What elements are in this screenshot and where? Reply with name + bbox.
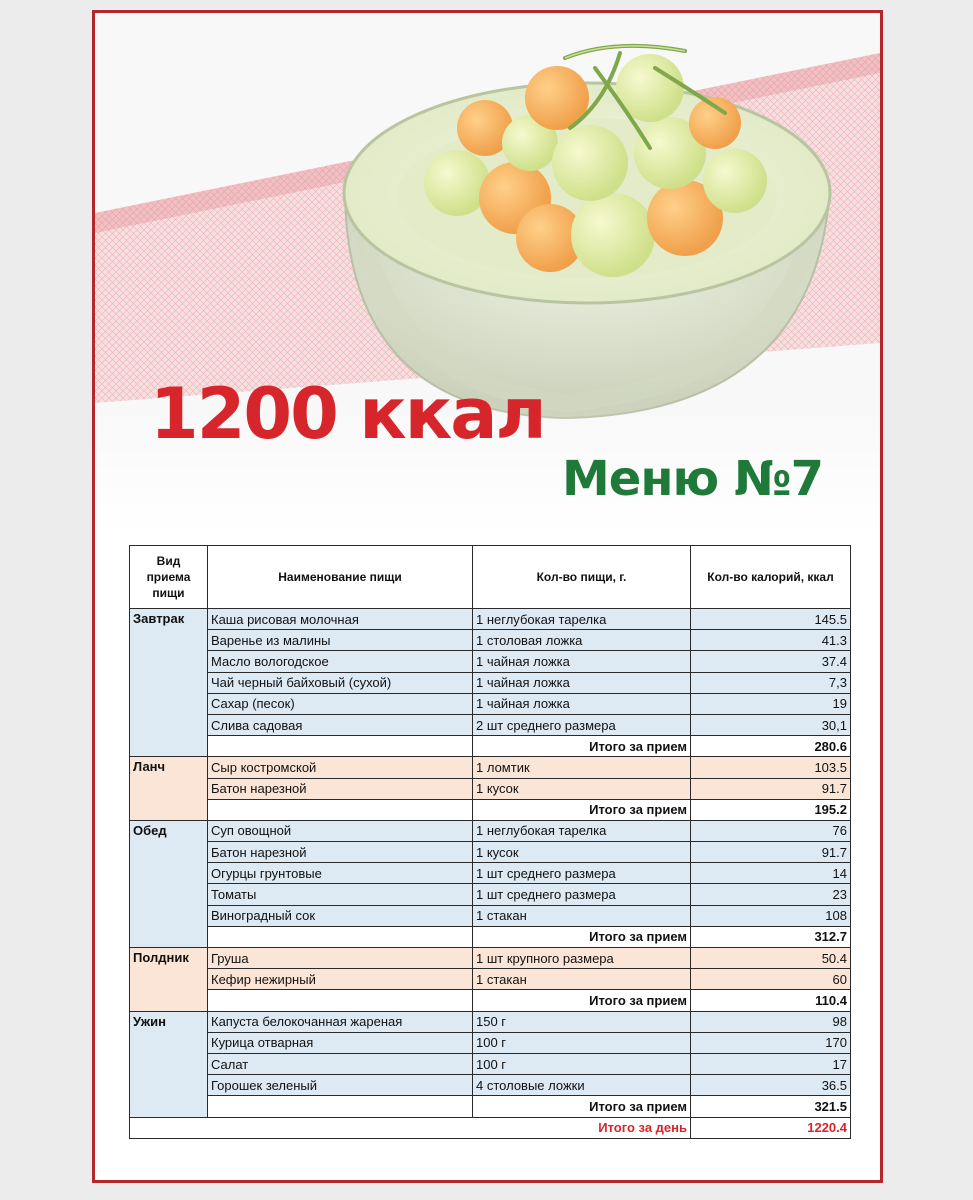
meal-type-cell: Ужин bbox=[130, 1011, 208, 1117]
calories-cell: 91.7 bbox=[691, 842, 851, 863]
meal-total-row bbox=[130, 1096, 851, 1117]
meal-total-row bbox=[130, 799, 851, 820]
food-amount-cell: 1 шт среднего размера bbox=[473, 884, 691, 905]
food-name-cell: Томаты bbox=[208, 884, 473, 905]
food-name-cell: Слива садовая bbox=[208, 714, 473, 735]
table-row bbox=[130, 714, 851, 735]
day-total-value: 1220.4 bbox=[691, 1117, 851, 1138]
food-name-cell: Капуста белокочанная жареная bbox=[208, 1011, 473, 1032]
meal-total-value: 195.2 bbox=[691, 799, 851, 820]
table-row bbox=[130, 1032, 851, 1053]
food-name-cell: Кефир нежирный bbox=[208, 969, 473, 990]
header-food-name: Наименование пищи bbox=[208, 546, 473, 609]
food-amount-cell: 1 стакан bbox=[473, 969, 691, 990]
calories-cell: 108 bbox=[691, 905, 851, 926]
meal-type-cell: Ланч bbox=[130, 757, 208, 821]
food-amount-cell: 1 столовая ложка bbox=[473, 630, 691, 651]
calories-cell: 14 bbox=[691, 863, 851, 884]
calories-cell: 17 bbox=[691, 1053, 851, 1074]
food-name-cell: Сыр костромской bbox=[208, 757, 473, 778]
calories-cell: 7,3 bbox=[691, 672, 851, 693]
empty-cell bbox=[208, 926, 473, 947]
food-name-cell: Салат bbox=[208, 1053, 473, 1074]
meal-type-cell: Обед bbox=[130, 820, 208, 947]
table-row bbox=[130, 820, 851, 841]
calories-cell: 91.7 bbox=[691, 778, 851, 799]
food-amount-cell: 2 шт среднего размера bbox=[473, 714, 691, 735]
meal-total-label: Итого за прием bbox=[473, 1096, 691, 1117]
calories-cell: 98 bbox=[691, 1011, 851, 1032]
meal-total-row bbox=[130, 990, 851, 1011]
header-food-amount: Кол-во пищи, г. bbox=[473, 546, 691, 609]
calories-cell: 50.4 bbox=[691, 948, 851, 969]
empty-cell bbox=[208, 799, 473, 820]
food-name-cell: Батон нарезной bbox=[208, 842, 473, 863]
food-name-cell: Масло вологодское bbox=[208, 651, 473, 672]
calories-cell: 37.4 bbox=[691, 651, 851, 672]
calories-cell: 23 bbox=[691, 884, 851, 905]
food-amount-cell: 1 неглубокая тарелка bbox=[473, 820, 691, 841]
table-row bbox=[130, 778, 851, 799]
food-name-cell: Батон нарезной bbox=[208, 778, 473, 799]
food-amount-cell: 150 г bbox=[473, 1011, 691, 1032]
calories-cell: 36.5 bbox=[691, 1075, 851, 1096]
table-row bbox=[130, 969, 851, 990]
meal-total-label: Итого за прием bbox=[473, 799, 691, 820]
meal-total-label: Итого за прием bbox=[473, 926, 691, 947]
food-name-cell: Груша bbox=[208, 948, 473, 969]
meal-total-label: Итого за прием bbox=[473, 736, 691, 757]
food-amount-cell: 1 чайная ложка bbox=[473, 672, 691, 693]
calories-cell: 30,1 bbox=[691, 714, 851, 735]
food-name-cell: Виноградный сок bbox=[208, 905, 473, 926]
calories-cell: 76 bbox=[691, 820, 851, 841]
food-amount-cell: 1 неглубокая тарелка bbox=[473, 609, 691, 630]
calories-cell: 19 bbox=[691, 693, 851, 714]
food-amount-cell: 4 столовые ложки bbox=[473, 1075, 691, 1096]
empty-cell bbox=[208, 736, 473, 757]
header-calories: Кол-во калорий, ккал bbox=[691, 546, 851, 609]
table-row bbox=[130, 672, 851, 693]
food-name-cell: Суп овощной bbox=[208, 820, 473, 841]
food-name-cell: Каша рисовая молочная bbox=[208, 609, 473, 630]
food-amount-cell: 1 ломтик bbox=[473, 757, 691, 778]
meal-type-cell: Завтрак bbox=[130, 609, 208, 757]
header-meal-type: Вид приема пищи bbox=[130, 546, 208, 609]
calorie-title: 1200 ккал bbox=[150, 373, 545, 455]
food-amount-cell: 1 шт крупного размера bbox=[473, 948, 691, 969]
meal-total-label: Итого за прием bbox=[473, 990, 691, 1011]
meal-total-value: 321.5 bbox=[691, 1096, 851, 1117]
table-row bbox=[130, 693, 851, 714]
food-name-cell: Сахар (песок) bbox=[208, 693, 473, 714]
food-amount-cell: 1 шт среднего размера bbox=[473, 863, 691, 884]
table-row bbox=[130, 757, 851, 778]
table-header-row bbox=[130, 546, 851, 609]
food-name-cell: Огурцы грунтовые bbox=[208, 863, 473, 884]
calories-cell: 41.3 bbox=[691, 630, 851, 651]
calories-cell: 145.5 bbox=[691, 609, 851, 630]
table-row bbox=[130, 842, 851, 863]
food-amount-cell: 1 кусок bbox=[473, 842, 691, 863]
food-amount-cell: 100 г bbox=[473, 1032, 691, 1053]
table-row bbox=[130, 948, 851, 969]
table-row bbox=[130, 609, 851, 630]
table-row bbox=[130, 905, 851, 926]
meal-type-cell: Полдник bbox=[130, 948, 208, 1012]
food-amount-cell: 1 чайная ложка bbox=[473, 693, 691, 714]
meal-total-value: 110.4 bbox=[691, 990, 851, 1011]
table-row bbox=[130, 1053, 851, 1074]
food-amount-cell: 100 г bbox=[473, 1053, 691, 1074]
food-amount-cell: 1 стакан bbox=[473, 905, 691, 926]
table-row bbox=[130, 630, 851, 651]
meal-total-value: 280.6 bbox=[691, 736, 851, 757]
menu-sheet bbox=[92, 10, 883, 1183]
table-row bbox=[130, 1075, 851, 1096]
empty-cell bbox=[208, 990, 473, 1011]
empty-cell bbox=[208, 1096, 473, 1117]
calories-cell: 170 bbox=[691, 1032, 851, 1053]
table-body bbox=[130, 609, 851, 1139]
menu-number-title: Меню №7 bbox=[562, 451, 824, 507]
day-total-label: Итого за день bbox=[130, 1117, 691, 1138]
meal-total-row bbox=[130, 736, 851, 757]
food-name-cell: Чай черный байховый (сухой) bbox=[208, 672, 473, 693]
table-row bbox=[130, 651, 851, 672]
food-name-cell: Горошек зеленый bbox=[208, 1075, 473, 1096]
table-row bbox=[130, 884, 851, 905]
table-row bbox=[130, 1011, 851, 1032]
food-amount-cell: 1 чайная ложка bbox=[473, 651, 691, 672]
food-name-cell: Курица отварная bbox=[208, 1032, 473, 1053]
calories-cell: 60 bbox=[691, 969, 851, 990]
menu-table bbox=[129, 545, 851, 1139]
table-row bbox=[130, 863, 851, 884]
calories-cell: 103.5 bbox=[691, 757, 851, 778]
meal-total-row bbox=[130, 926, 851, 947]
meal-total-value: 312.7 bbox=[691, 926, 851, 947]
food-amount-cell: 1 кусок bbox=[473, 778, 691, 799]
food-name-cell: Варенье из малины bbox=[208, 630, 473, 651]
day-total-row bbox=[130, 1117, 851, 1138]
